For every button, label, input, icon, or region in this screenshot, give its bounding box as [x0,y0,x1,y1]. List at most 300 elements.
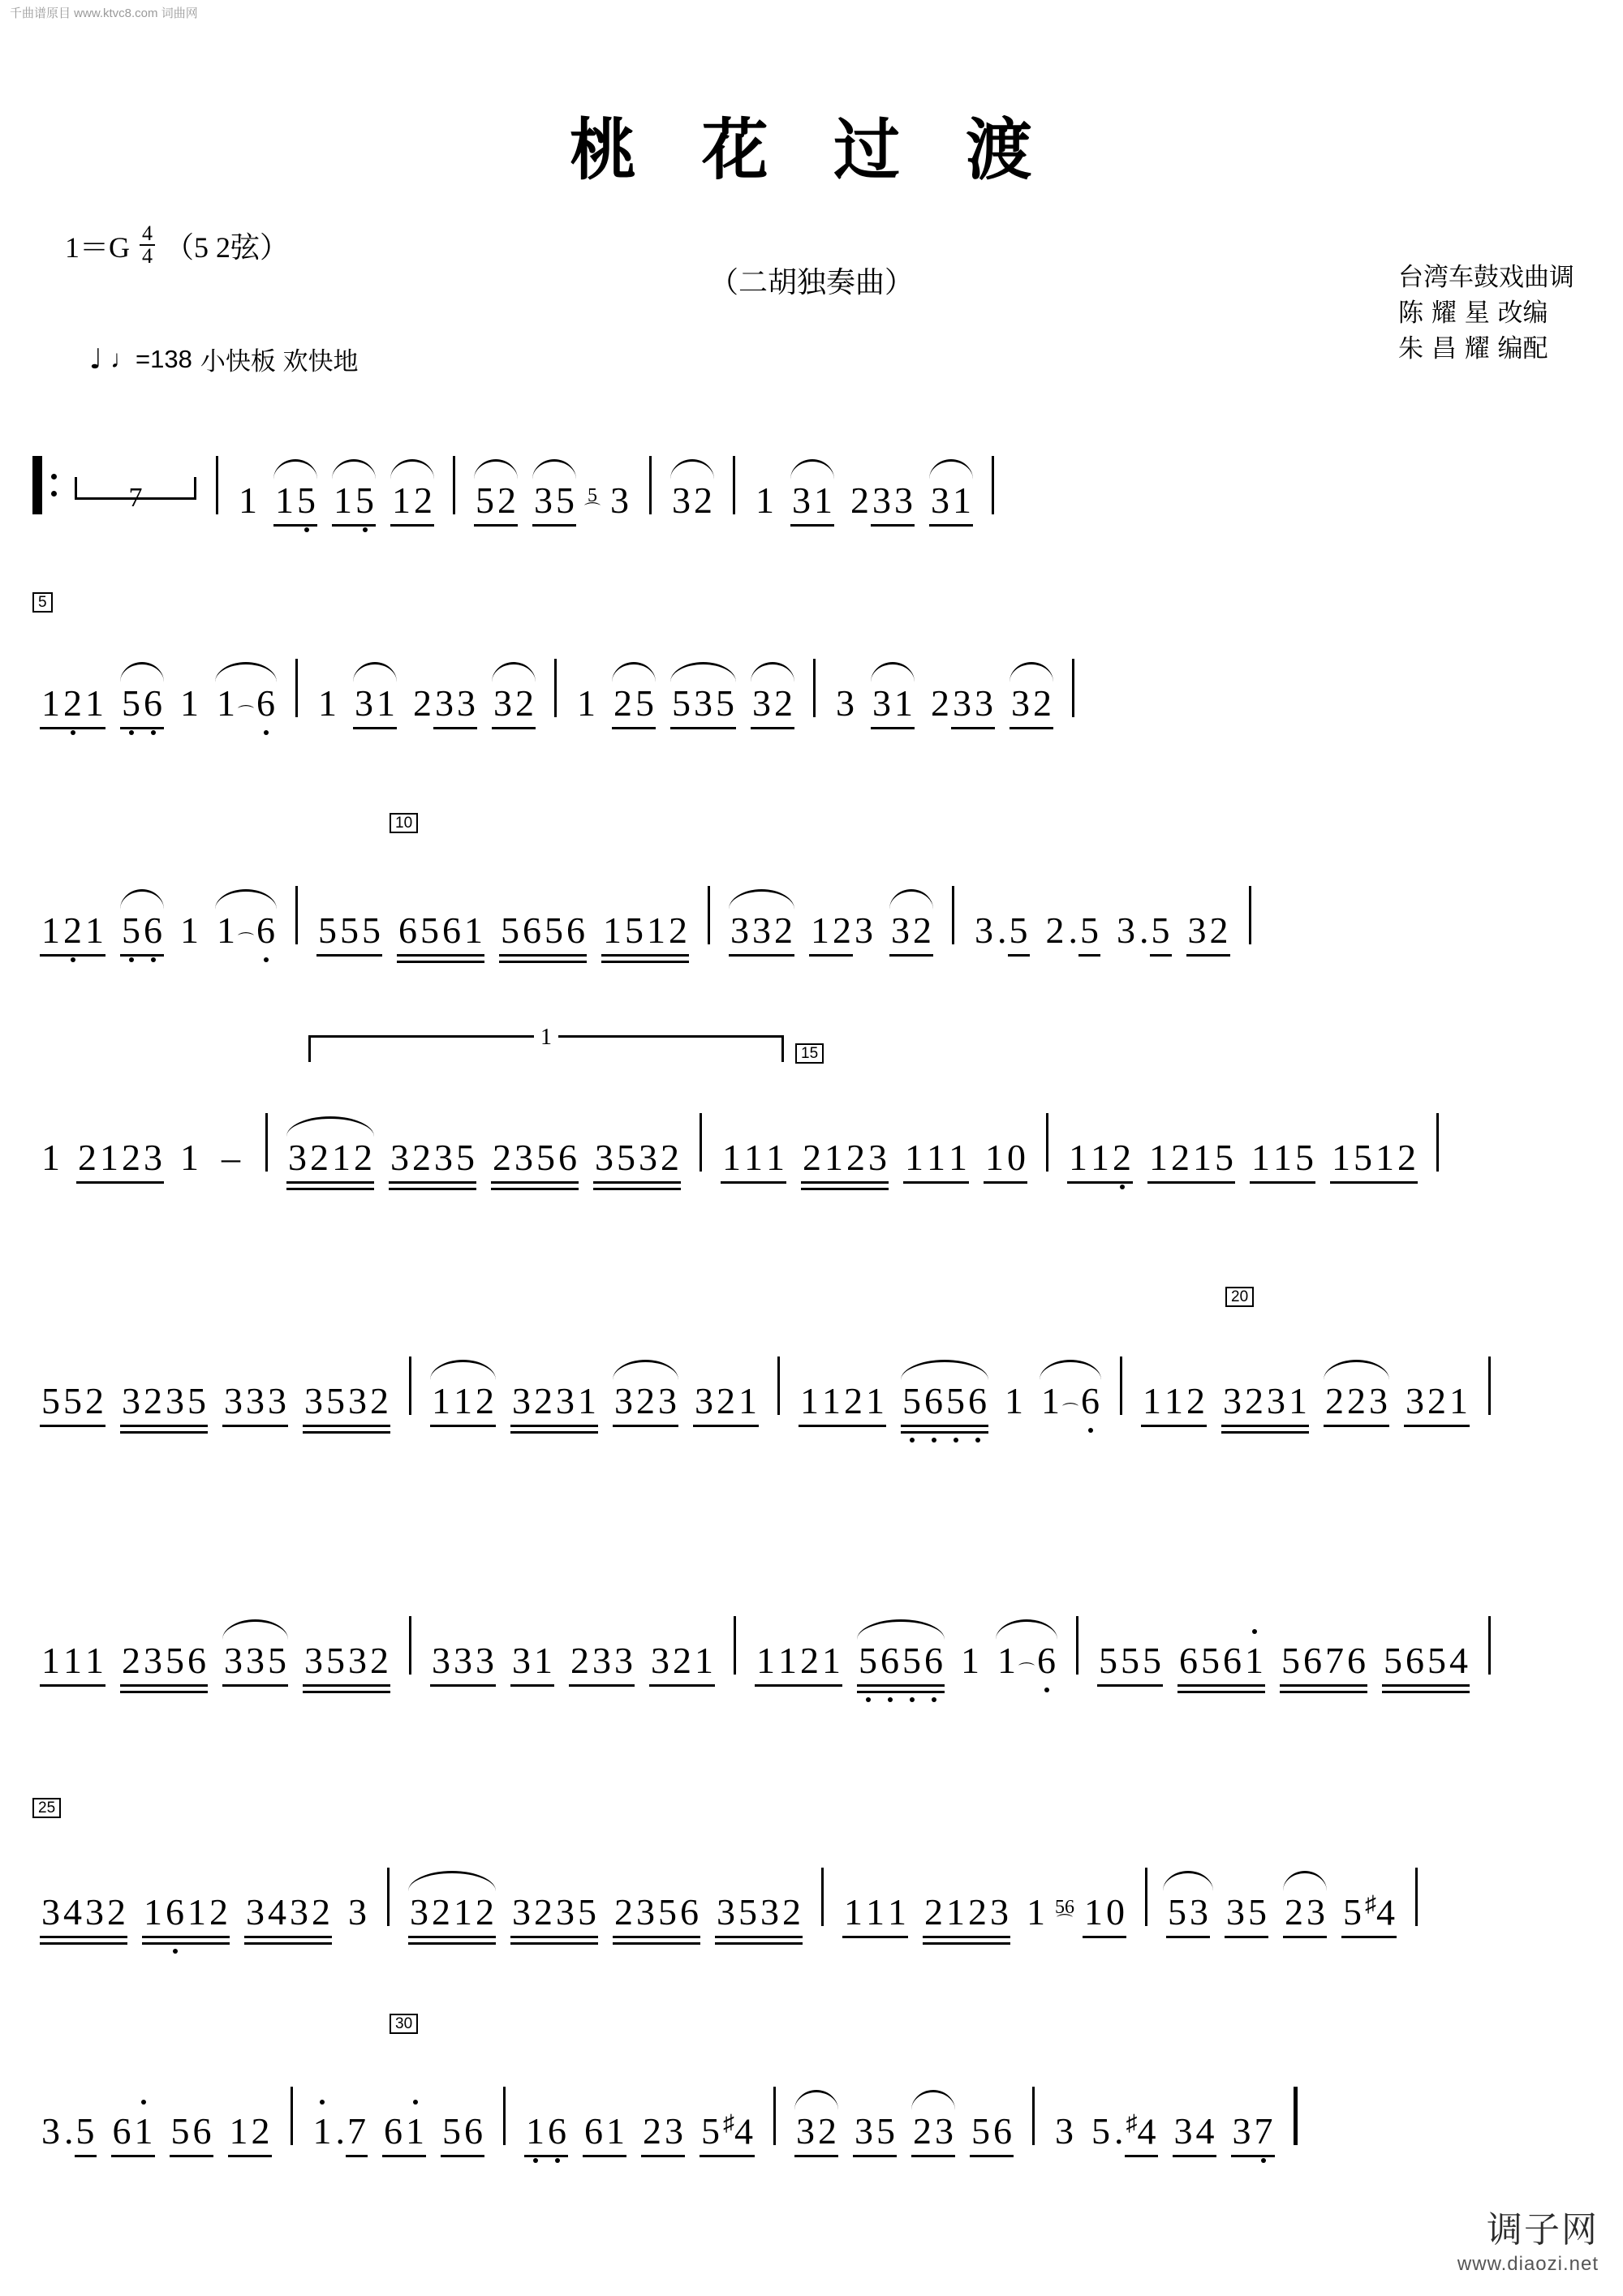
note: 3 [635,1894,657,1931]
note: 6 [879,1642,901,1679]
note-group [1053,2110,1075,2152]
measure [32,1642,398,1679]
note: 1 [1027,1891,1045,1933]
note: 2 [613,1894,635,1931]
note: 1 [84,912,105,949]
note: 3 [452,1642,474,1679]
note: 1 [1250,1139,1272,1176]
note: 2 [1345,1382,1367,1420]
note-group [316,682,338,724]
note-group [510,1382,598,1420]
note: 5 [454,1139,476,1176]
note: 5 [316,912,338,949]
slur [215,889,277,909]
note-group [1250,1139,1315,1176]
barline [1488,1357,1491,1415]
note: 2 [1283,1894,1305,1931]
note: 2 [1243,1382,1265,1420]
note-group [1010,682,1053,724]
watermark-site-name: 调子网 [1487,2210,1599,2251]
note-group [575,682,597,724]
note: 3 [613,1382,635,1420]
note: 5 [170,2113,192,2150]
note-group [441,2110,484,2152]
note-group [215,1139,247,1176]
note-group [120,1642,208,1679]
note: 2 [352,1139,374,1176]
note: 3 [1265,1382,1287,1420]
note: 1 [404,2113,426,2150]
note: 3 [492,685,514,722]
note: 3 [84,1894,105,1931]
note: 1 [452,1382,474,1420]
note-group [670,682,736,724]
music-system-8 [32,2015,1591,2152]
note-group [693,1382,759,1420]
slur [612,662,656,682]
first-ending-bracket [308,1025,784,1062]
measure [1046,2110,1282,2152]
note: 1 [743,1139,764,1176]
note-group [1341,1891,1397,1933]
note-group [871,682,915,724]
note-group [715,1891,803,1933]
note: 6 [1035,1642,1057,1679]
note: 2 [931,682,949,724]
note: 3 [513,1139,535,1176]
measure [32,909,284,951]
note: 3 [389,1139,411,1176]
repeat-start-barline [32,456,63,519]
barline [1076,1616,1078,1675]
note: 5 [1294,1139,1315,1176]
note: 1 [984,1139,1005,1176]
note-group [853,2110,897,2152]
note: 5 [945,1382,966,1420]
note: 3 [871,482,893,519]
note: 3 [975,909,993,951]
note: 6 [111,2113,133,2150]
note-group [970,2110,1014,2152]
note-group [510,1891,598,1933]
note-group [670,479,714,521]
barline [1032,2087,1035,2145]
note: 5 [1078,912,1100,949]
measure [835,1891,1134,1933]
note: 1 [463,912,484,949]
grace-note: 5 ⌒ [584,485,601,520]
note: 2 [76,1139,98,1176]
note-group [332,479,376,521]
watermark-site-url: www.diaozi.net [1457,2252,1599,2275]
barline [503,2087,506,2145]
note-group [1147,1139,1235,1176]
barline [291,2087,293,2145]
note-group [809,909,875,951]
note: 5 [1119,1642,1141,1679]
note: 6 [1302,1642,1324,1679]
measure [304,2110,493,2152]
note: 1 [532,1642,554,1679]
note: 5 [120,685,142,722]
note-group [903,1139,969,1176]
barline [1120,1357,1122,1415]
note: 3 [613,1642,635,1679]
note: 1 [186,1894,208,1931]
note: 2 [62,912,84,949]
slur [408,1871,496,1891]
note-group [1404,1382,1470,1420]
note: 2 [1031,685,1053,722]
note: 3 [1404,1382,1426,1420]
note-group [923,1891,1010,1933]
note: 1 [142,1894,164,1931]
note-group [244,1891,332,1933]
slur [474,459,518,479]
note: 1 [430,1382,452,1420]
barline [708,886,710,944]
note: 3 [510,1894,532,1931]
barline [295,886,298,944]
measure [309,909,696,951]
note: 5 [714,685,736,722]
note: 2 [799,1642,820,1679]
measure [1159,1891,1404,1933]
note: 6 [255,685,277,722]
measure [1090,1642,1477,1679]
music-system-3 [32,815,1591,951]
time-signature [140,223,155,267]
note: 6 [923,1642,945,1679]
measure-number: 30 [390,2014,418,2034]
note-group [430,1382,496,1420]
note: 3 [1055,2110,1074,2152]
note: 2 [474,1382,496,1420]
note-group [583,2110,626,2152]
note: 1 [330,1139,352,1176]
grace-note: 56 ⌒ [1055,1897,1074,1932]
note: 2 [368,1382,390,1420]
note: 3 [1225,1894,1246,1931]
note: 5 [338,912,360,949]
note: 2 [1045,909,1065,951]
note: 3 [303,1382,325,1420]
note: 2 [1426,1382,1448,1420]
note: 3 [867,1139,889,1176]
note: 1 [799,1382,820,1420]
note: 3 [244,1894,266,1931]
note: 1 [864,1382,886,1420]
measure-number: 10 [390,813,418,833]
note: 3 [554,1382,576,1420]
measure [230,479,441,521]
note: 2 [532,1894,554,1931]
note: 5 [1141,1642,1163,1679]
note-group [303,1642,390,1679]
note: 1 [98,1139,120,1176]
note-group [609,479,631,521]
slur [889,889,933,909]
note: 5 [441,2113,463,2150]
measure [568,682,802,724]
slur [120,889,164,909]
note: 3 [510,1382,532,1420]
note: 2 [1185,1382,1207,1420]
note: 1 [1147,1139,1169,1176]
note: 5 [657,1894,678,1931]
note: 1 [1083,1894,1104,1931]
note: 6 [992,2113,1014,2150]
note: 2 [831,912,853,949]
tempo-text: 小快板 欢快地 [200,347,359,376]
note: 3 [715,1894,737,1931]
time-signature-denominator: 4 [142,244,153,268]
note: 3 [1231,2113,1253,2150]
music-system-5 [32,1288,1591,1421]
note: 5 [360,912,382,949]
note-group [499,909,587,951]
note-group [491,1139,579,1176]
note: 3 [164,1382,186,1420]
slur [996,1619,1057,1640]
note-group [273,479,317,521]
note-group [382,2110,426,2152]
note: 3 [951,685,973,722]
note-group [1025,1891,1047,1933]
note: 2 [1324,1382,1345,1420]
measure [401,1891,810,1933]
note-group [40,909,105,951]
note-group [984,1139,1027,1176]
note: 2 [208,1894,230,1931]
note-group [120,682,164,724]
note: 2 [84,1382,105,1420]
note: 1 [180,1137,199,1178]
measure [32,1891,376,1933]
note: 3 [933,2113,955,2150]
note: 1 [180,682,199,724]
note: 5 [543,912,565,949]
note-group [303,1382,390,1420]
note: 2 [773,912,794,949]
note: 2 [635,1382,657,1420]
note-group [286,1139,374,1176]
note: 5 [623,912,645,949]
note-group [612,682,656,724]
note: 3 [871,685,893,722]
measure [32,1139,254,1176]
measure [1060,1139,1425,1176]
note: 1 [40,912,62,949]
note: 1 [645,912,667,949]
barline [409,1357,411,1415]
tempo-value: ♩=138 [110,344,192,373]
note: 3 [474,1642,496,1679]
note: 3 [288,1894,310,1931]
note-group [929,682,995,724]
measure [713,1139,1035,1176]
note-group [170,2110,213,2152]
note-group [613,1382,678,1420]
note: 1 [809,912,831,949]
note: 1 [84,1642,105,1679]
note-group [1166,1891,1210,1933]
note-group [111,2110,155,2152]
note: 3 [1305,1894,1327,1931]
barline [554,659,557,717]
note-group [492,682,536,724]
note-group [120,1382,208,1420]
note: 6 [142,912,164,949]
barline [1145,1868,1147,1926]
note: 3 [693,1382,715,1420]
grace-note: ⌒ [1062,1403,1078,1421]
note-group [1097,1642,1163,1679]
note: 1 [693,1642,715,1679]
measure [791,1382,1109,1420]
note: 3 [222,1382,244,1420]
note: 6 [382,2113,404,2150]
slur [613,1360,678,1380]
note: 3 [893,482,915,519]
note: 1 [601,912,623,949]
note: ♯4 [1363,1894,1397,1931]
music-system-6 [32,1582,1591,1679]
note: ♯4 [1125,2113,1158,2150]
page-subtitle: （二胡独奏曲） [708,266,914,299]
note-group [755,1642,842,1679]
barline [265,1113,268,1172]
note-group [959,1642,981,1679]
note: 5 [576,1894,598,1931]
note-group [142,1891,230,1933]
measure [966,909,1238,951]
note: 1 [721,1139,743,1176]
note: 5 [62,1382,84,1420]
note: 1 [737,1382,759,1420]
note: 5 [499,912,521,949]
note-group [794,2110,838,2152]
note-group [76,1139,164,1176]
measure [423,1382,766,1420]
note: 6 [142,685,164,722]
note: 5 [1199,1642,1221,1679]
note: 1 [893,685,915,722]
slur [222,1619,288,1640]
note: 1 [812,482,834,519]
note: 1 [1089,1139,1111,1176]
note: 5 [737,1894,759,1931]
note-group: 3 . 5 [973,912,1030,949]
note: 4 [1448,1642,1470,1679]
slur [670,459,714,479]
slur [353,662,397,682]
note: 1 [180,909,199,951]
note: 5 [419,912,441,949]
note: 6 [441,912,463,949]
first-ending-label: 1 [534,1025,558,1051]
slur [857,1619,945,1640]
note: 1 [1191,1139,1213,1176]
note: 6 [1079,1382,1101,1420]
note-group [40,1382,105,1420]
credits [1398,260,1574,367]
note: 2 [532,1382,554,1420]
note: 1 [997,1640,1016,1681]
note-group [700,2110,755,2152]
measure [747,1642,1065,1679]
note: 2 [850,479,869,521]
note: 1 [133,2113,155,2150]
note: 1 [842,1894,864,1931]
note-group [1225,1891,1268,1933]
note: 5 [295,482,317,519]
slur [492,662,536,682]
note: 3 [1188,1894,1210,1931]
note: 1 [777,1642,799,1679]
note-group: 1 . 7 [312,2113,368,2150]
barline [1294,2087,1298,2145]
note: 1 [390,482,412,519]
note: 3 [40,1894,62,1931]
note: 1 [62,1642,84,1679]
note: 2 [1111,1139,1133,1176]
note: 1 [332,482,354,519]
multi-measure-rest [75,483,196,519]
measure [827,682,1061,724]
note: 3 [222,1642,244,1679]
note-extender: – [222,1137,240,1178]
note: 1 [1005,1380,1023,1421]
page-title: 桃 花 过 渡 [570,111,1053,189]
note-group [215,909,277,951]
note: 3 [751,912,773,949]
note: 3 [988,1894,1010,1931]
note: ♯4 [721,2113,755,2150]
note: 5 [901,1382,923,1420]
slur [286,1116,374,1137]
note: 2 [966,1894,988,1931]
barline [821,1868,824,1926]
note: 2 [491,1139,513,1176]
note: 3 [889,912,911,949]
note-group [1280,1642,1367,1679]
note: 5 [1352,1139,1374,1176]
note: 3 [794,2113,816,2150]
measure [1134,1382,1477,1420]
note: 3 [759,1894,781,1931]
note-group [222,1382,288,1420]
note: 1 [577,682,596,724]
note: 1 [1272,1139,1294,1176]
note: 3 [1367,1382,1389,1420]
measure [467,479,638,521]
note-group [1003,1382,1025,1420]
barline [952,886,954,944]
note: 2 [659,1139,681,1176]
note: 1 [1448,1382,1470,1420]
note: 2 [773,685,794,722]
note: 6 [565,912,587,949]
note: 5 [1280,1642,1302,1679]
note: 5 [474,482,496,519]
note: 5 [1213,1139,1235,1176]
note: 2 [801,1139,823,1176]
note-group [857,1642,945,1679]
note: 1 [524,2113,546,2150]
note: 6 [923,1382,945,1420]
note: 3 [1010,685,1031,722]
